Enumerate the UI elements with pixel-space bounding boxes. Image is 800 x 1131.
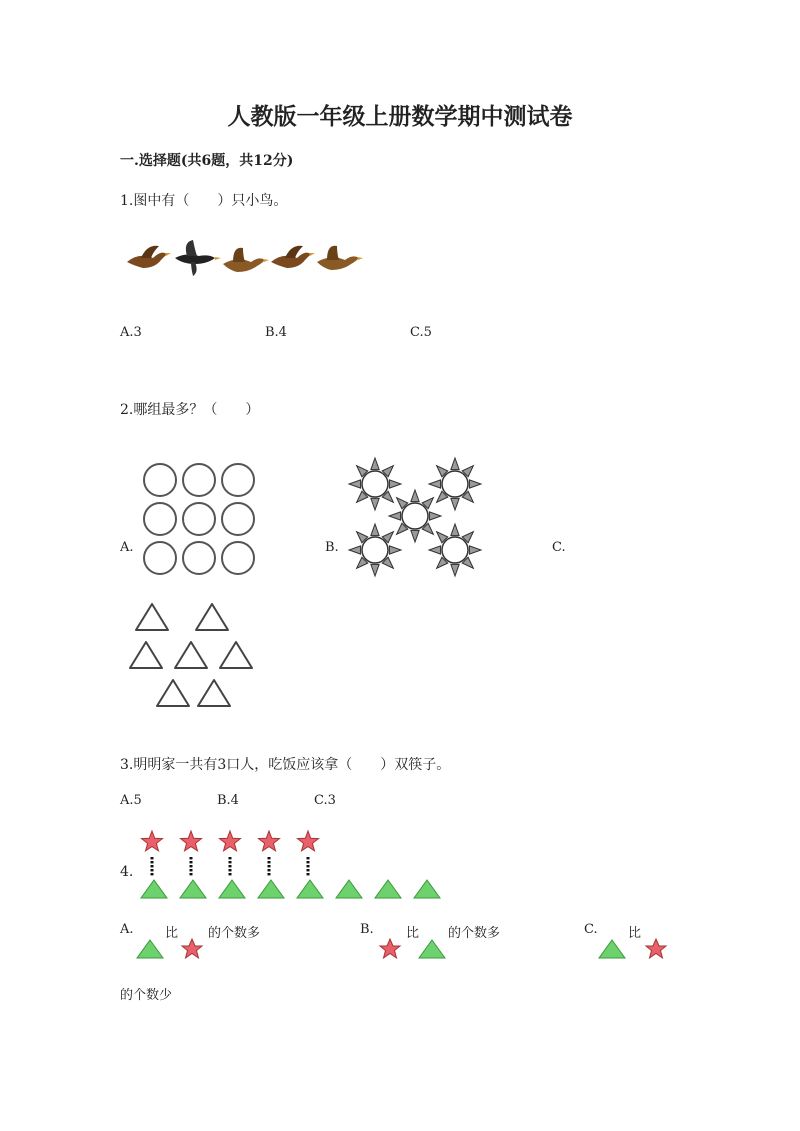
dot-connector [307,865,310,867]
section-heading: 一.选择题(共6题，共12分) [120,153,294,169]
triangle-icon [414,880,440,898]
star-icon [182,939,202,958]
q4-option-a[interactable]: A. [120,922,134,937]
q4-c-bi: 比 [628,926,642,941]
dot-connector [307,857,310,859]
dot-connector [151,873,154,875]
dot-connector [190,873,193,875]
q2-option-c[interactable]: C. [552,540,566,555]
dot-connector [151,857,154,859]
star-icon [380,939,400,958]
sun-icon [429,458,481,510]
dot-connector [229,861,232,863]
sun-icon [349,524,401,576]
q4-stars-triangles-figure [138,830,448,902]
dot-connector [190,869,193,871]
star-icon [142,831,163,851]
dot-connector [307,873,310,875]
triangle-icon [419,940,445,958]
dot-connector [190,865,193,867]
triangle-icon [336,880,362,898]
dot-connector [151,869,154,871]
star-icon [298,831,319,851]
question-2-stem: 2.哪组最多？（ ） [120,402,260,418]
dot-connector [307,869,310,871]
q4-a-bi: 比 [165,926,179,941]
triangle-icon [599,940,625,958]
triangle-icon [137,940,163,958]
q2-circles-figure [142,460,262,580]
q2-triangles-figure [128,600,258,712]
question-3-stem: 3.明明家一共有3口人，吃饭应该拿（ ）双筷子。 [120,757,451,773]
dot-connector [229,873,232,875]
triangle-icon [297,880,323,898]
q4-b-bi: 比 [406,926,420,941]
dot-connector [268,865,271,867]
q1-option-b[interactable]: B.4 [265,325,287,340]
question-4-number: 4. [120,864,134,880]
dot-connector [268,869,271,871]
dot-connector [268,861,271,863]
bird-icon [175,240,221,276]
bird-icon [127,246,171,268]
star-icon [646,939,666,958]
bird-icon [317,246,363,270]
q4-b-icons [378,938,448,962]
q4-c-icons [598,938,670,962]
q3-option-b[interactable]: B.4 [217,793,239,808]
bird-icon [271,246,315,268]
triangle-icon [375,880,401,898]
q4-a-icons [136,938,206,962]
q4-option-b[interactable]: B. [360,922,374,937]
q2-option-a[interactable]: A. [120,540,134,555]
q3-option-a[interactable]: A.5 [120,793,142,808]
star-icon [259,831,280,851]
star-icon [220,831,241,851]
q4-b-more: 的个数多 [448,926,501,941]
q2-suns-figure [345,458,490,578]
triangle-icon [180,880,206,898]
dot-connector [229,865,232,867]
sun-icon [389,490,441,542]
q2-option-b[interactable]: B. [325,540,339,555]
dot-connector [190,857,193,859]
dot-connector [190,861,193,863]
page-title: 人教版一年级上册数学期中测试卷 [227,103,573,130]
q1-option-c[interactable]: C.5 [410,325,432,340]
sun-icon [349,458,401,510]
question-1-stem: 1.图中有（ ）只小鸟。 [120,193,288,209]
q3-option-c[interactable]: C.3 [314,793,336,808]
dot-connector [229,857,232,859]
bird-icon [223,248,269,272]
dot-connector [307,861,310,863]
triangle-icon [141,880,167,898]
q4-c-less: 的个数少 [120,988,173,1003]
q1-birds-figure [125,238,365,278]
q4-option-c[interactable]: C. [584,922,598,937]
dot-connector [151,861,154,863]
dot-connector [151,865,154,867]
q4-a-more: 的个数多 [208,926,261,941]
sun-icon [429,524,481,576]
dot-connector [268,873,271,875]
q1-option-a[interactable]: A.3 [120,325,142,340]
triangle-icon [219,880,245,898]
triangle-icon [258,880,284,898]
dot-connector [229,869,232,871]
star-icon [181,831,202,851]
dot-connector [268,857,271,859]
